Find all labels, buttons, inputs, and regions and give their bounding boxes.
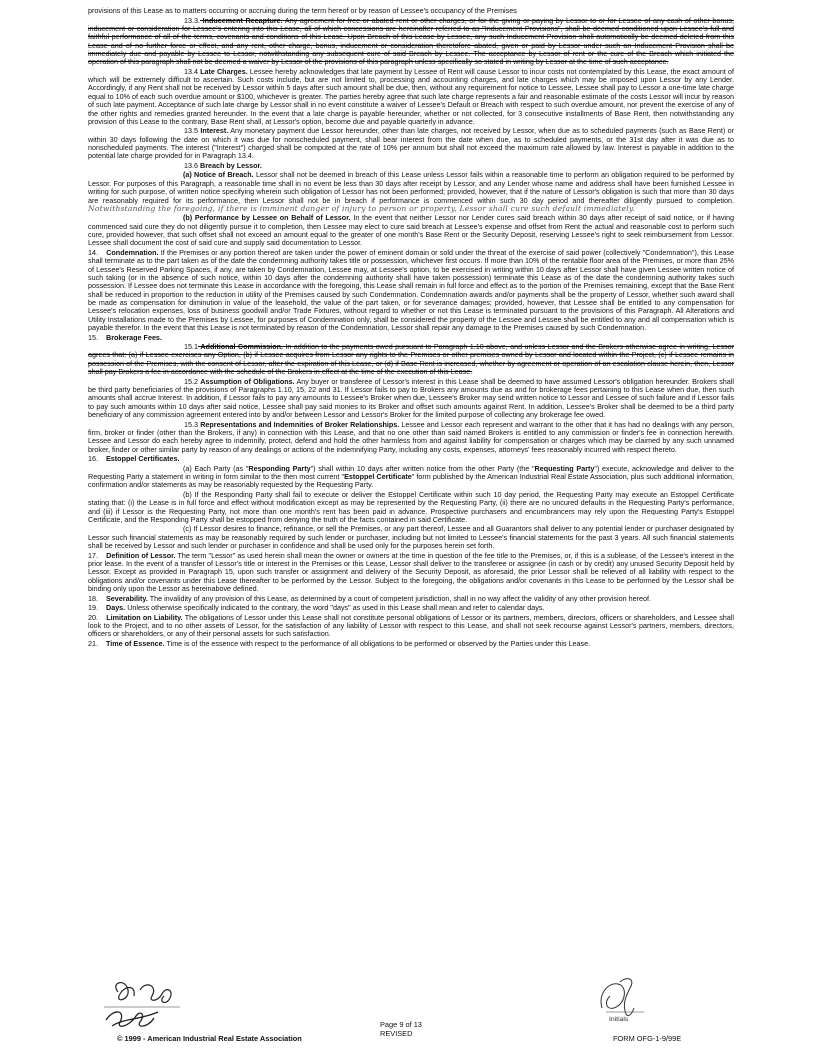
section-number: 13.4 bbox=[184, 66, 198, 76]
continuation-text: provisions of this Lease as to matters occurring or accruing during the term hereof or by reason of Lessee's occupancy of the Premises bbox=[88, 6, 517, 15]
subsection-text: (b) If the Responding Party shall fail to execute or deliver the Estoppel Certificate within such 10 day period, the Requesting Party may execute an Estoppel Certificate stating that: (i) the Lease is in full force and effect without modification except as may be represented by the Requesting Party, (ii) there are no uncured defaults in the Requesting Party's performance, and (iii) if Lessor is the Requesting Party, not more than one month's rent has been paid in advance. Prospective purchasers and encumbrancers may rely upon the Requesting Party's Estoppel Certificate, and the Responding Party shall be estopped from denying the truth of the facts contained in said Certificate. bbox=[88, 489, 734, 524]
section-21 bbox=[88, 640, 734, 648]
section-16a bbox=[88, 465, 734, 490]
defined-term: Estoppel Certificate bbox=[344, 472, 412, 481]
page-info bbox=[380, 1021, 422, 1039]
initials-label: Initials bbox=[609, 1016, 629, 1023]
section-number: 16. bbox=[88, 454, 98, 464]
section-15 bbox=[88, 334, 734, 342]
section-number: 18. bbox=[88, 593, 98, 603]
section-title: Interest. bbox=[200, 126, 229, 136]
subsection-text: " form published by the American Industrial Real Estate Association, plus such additional information, confirmation and/or statements as may be reasonably requested by the Requesting Party. bbox=[88, 472, 734, 490]
section-13-6a bbox=[88, 171, 734, 213]
section-18 bbox=[88, 595, 734, 603]
section-number: 13.5 bbox=[184, 126, 198, 136]
section-number: 13.6 bbox=[184, 160, 198, 170]
section-17 bbox=[88, 552, 734, 594]
form-number: FORM OFG-1-9/99E bbox=[613, 1034, 682, 1043]
subsection-text: In the event that neither Lessor nor Lender cures said breach within 30 days after receipt of said notice, or if having commenced said cure they do not diligently pursue it to completion, then Lessee may elect to cure said breach at Lessee's expense and offset from Rent the actual and reasonable cost to perform such cure, provided however, that such offset shall not exceed an amount equal to the greater of one month's Base Rent or the Security Deposit, reserving Lessee's right to seek reimbursement from Lessor. Lessee shall document the cost of said cure and supply said documentation to Lessor. bbox=[88, 213, 734, 248]
section-number: 20. bbox=[88, 612, 98, 622]
section-number: 15.2 bbox=[184, 376, 198, 386]
section-number: 15.1 bbox=[184, 342, 198, 352]
section-text: If the Premises or any portion thereof are taken under the power of eminent domain or sold under the threat of the exercise of said power (collectively "Condemnation"), this Lease shall terminate as to the part taken as of the date the condemning authority takes title or possession, whichever first occurs. If more than 10% of the rentable floor area of the Premises, or more than 25% of Lessee's Reserved Parking Spaces, if any, are taken by Condemnation, Lessee may, at Lessee's option, to be exercised in writing within 10 days after Lessor shall have given Lessee written notice of such taking (or in the absence of such notice, within 10 days after the condemning authority shall have taken possession) terminate this Lease as of the date the condemning authority takes such possession. If Lessee does not terminate this Lease in accordance with the foregoing, this Lease shall remain in full force and effect as to the portion of the Premises remaining, except that the Base Rent shall be reduced in proportion to the reduction in utility of the Premises caused by such Condemnation. Condemnation awards and/or payments shall be the property of Lessor, whether such award shall be made as compensation for diminution in value of the leasehold, the value of the part taken, or for severance damages; provided, however, that Lessee shall be entitled to any compensation for Lessee's relocation expenses, loss of business goodwill and/or Trade Fixtures, without regard to whether or not this Lease is terminated pursuant to the provisions of this Paragraph. All Alterations and Utility Installations made to the Premises by Lessee, for purposes of Condemnation only, shall be considered the property of the Lessee and Lessee shall be entitled to any and all compensation which is payable therefor. In the event that this Lease is not terminated by reason of the Condemnation, Lessor shall repair any damage to the Premises caused by such Condemnation. bbox=[88, 247, 735, 333]
section-text: The invalidity of any provision of this Lease, as determined by a court of competent jurisdiction, shall in no way affect the validity of any other provision hereof. bbox=[149, 593, 651, 603]
section-title: Assumption of Obligations. bbox=[200, 376, 295, 386]
section-number: 14. bbox=[88, 247, 98, 257]
section-15-3 bbox=[88, 421, 734, 454]
section-13-5 bbox=[88, 127, 734, 160]
section-13-4 bbox=[88, 68, 734, 126]
section-text: The obligations of Lessor under this Lease shall not constitute personal obligations of Lessor or its partners, members, directors, officers or shareholders, and Lessee shall look to the Project, and to no other assets of Lessor, for the satisfaction of any liability of Lessor with respect to this Lease, and shall not seek recourse against Lessor's partners, members, directors, officers or shareholders, or any of their personal assets for such satisfaction. bbox=[88, 612, 734, 639]
signature-initials-left bbox=[100, 976, 192, 1038]
section-text: Lessee hereby acknowledges that late payment by Lessee of Rent will cause Lessor to incur costs not contemplated by this Lease, the exact amount of which will be extremely difficult to ascertain. Such costs include, but are not limited to, processing and accounting charges, and late charges which may be imposed upon Lessor by any Lender. Accordingly, if any Rent shall not be received by Lessor within 5 days after such amount shall be due, then, without any requirement for notice to Lessee, Lessee shall pay to Lessor a one-time late charge equal to 10% of each such overdue amount or $100, whichever is greater. The parties hereby agree that such late charge represents a fair and reasonable estimate of the costs Lessor will incur by reason of such late payment. Acceptance of such late charge by Lessor shall in no event constitute a waiver of Lessee's Default or Breach with respect to such overdue amount, nor prevent the exercise of any of the other rights and remedies granted hereunder. In the event that a late charge is payable hereunder, whether or not collected, for 3 consecutive installments of Base Rent, then notwithstanding any provision of this Lease to the contrary, Base Rent shall, at Lessor's option, become due and payable quarterly in advance. bbox=[88, 66, 734, 126]
page-number: Page 9 of 13 bbox=[380, 1020, 422, 1029]
section-text: In addition to the payments owed pursuant to Paragraph 1.10 above, and unless Lessor and the Brokers otherwise agree in writing, Lessor agrees that: (a) if Lessee exercises any Option, (b) if Lessee acquires from Lessor any rights to the Premises or other premises owned by Lessor and located within the Project, (c) if Lessee remains in possession of the Premises, with the consent of Lessor, after the expiration of this Lease, or (d) if Base Rent is increased, whether by agreement or operation of an escalation clause herein, then, Lessor shall pay Brokers a fee in accordance with the schedule of the Brokers in effect at the time of the execution of this Lease. bbox=[88, 342, 734, 377]
section-number: 17. bbox=[88, 550, 98, 560]
section-text: Any monetary payment due Lessor hereunder, other than late charges, not received by Lessor, when due as to scheduled payments (such as Base Rent) or within 30 days following the date on which it was due for nonscheduled payment, shall bear interest from the date when due, as to scheduled payments, or the 31st day after it was due as to nonscheduled payments. The interest ("Interest") charged shall be computed at the rate of 10% per annum but shall not exceed the maximum rate allowed by law. Interest is payable in addition to the potential late charge provided for in Paragraph 13.4. bbox=[88, 126, 734, 161]
section-title: Days. bbox=[106, 603, 126, 613]
section-number: 13.3. bbox=[184, 15, 200, 25]
subsection-title: (b) Performance by Lessee on Behalf of Lessor. bbox=[183, 213, 351, 223]
section-title: Severability. bbox=[106, 593, 148, 603]
section-text: Unless otherwise specifically indicated to the contrary, the word "days" as used in this Lease shall mean and refer to calendar days. bbox=[127, 603, 545, 613]
section-title: Inducement Recapture. bbox=[202, 15, 283, 25]
section-19 bbox=[88, 604, 734, 612]
section-16c bbox=[88, 525, 734, 550]
section-number: 19. bbox=[88, 603, 98, 613]
section-text: Lessee and Lessor each represent and warrant to the other that it has had no dealings with any person, firm, broker or finder (other than the Brokers, if any) in connection with this Lease, and that no one other than said named Brokers is entitled to any commission or finder's fee in connection herewith. Lessee and Lessor do each hereby agree to indemnify, protect, defend and hold the other harmless from and against liability for compensation or charges which may be claimed by any such unnamed broker, finder or other similar party by reason of any dealings or actions of the indemnifying Party, including any costs, expenses, attorneys' fees reasonably incurred with respect thereto. bbox=[88, 419, 734, 454]
lease-body bbox=[88, 7, 734, 649]
section-13-6b bbox=[88, 214, 734, 247]
section-13-6 bbox=[88, 162, 734, 170]
subsection-title: (a) Notice of Breach. bbox=[183, 170, 254, 180]
paragraph-continuation bbox=[88, 7, 734, 15]
section-15-1 bbox=[88, 343, 734, 376]
copyright: © 1999 - American Industrial Real Estate Association bbox=[117, 1034, 302, 1043]
section-title: Limitation on Liability. bbox=[106, 612, 183, 622]
section-13-3 bbox=[88, 17, 734, 67]
section-number: 21. bbox=[88, 638, 98, 648]
section-title: Additional Commission. bbox=[200, 342, 284, 352]
signature-initials-right bbox=[592, 974, 644, 1022]
section-number: 15.3 bbox=[184, 419, 198, 429]
defined-term: Responding Party bbox=[248, 463, 311, 473]
section-text: The term "Lessor" as used herein shall mean the owner or owners at the time in question of the fee title to the Premises, or, if this is a sublease, of the Lessee's interest in the prior lease. In the event of a transfer of Lessor's title or interest in the Premises or this Lease, Lessor shall deliver to the transferee or assignee (in cash or by credit) any unused Security Deposit held by Lessor. Except as provided in Paragraph 15, upon such transfer or assignment and delivery of the Security Deposit, as aforesaid, the prior Lessor shall be relieved of all liability with respect to the obligations and/or covenants under this Lease thereafter to be performed by the Lessor. Subject to the foregoing, the obligations and/or covenants in this Lease to be performed by the Lessor shall be binding only upon the Lessor as hereinabove defined. bbox=[88, 550, 735, 594]
section-title: Representations and Indemnities of Broker Relationships. bbox=[200, 419, 400, 429]
subsection-text: Lessor shall not be deemed in breach of this Lease unless Lessor fails within a reasonable time to perform an obligation required to be performed by Lessor. For purposes of this Paragraph, a reasonable time shall in no event be less than 30 days after receipt by Lessor, and any Lender whose name and address shall have been furnished Lessee in writing for such purpose, of written notice specifying wherein such obligation of Lessor has not been performed; provided, however, that if the nature of Lessor's obligation is such that more than 30 days are reasonably required for its performance, then Lessor shall not be in breach if performance is commenced within such 30 day period and thereafter diligently pursued to completion. bbox=[88, 170, 734, 205]
section-16b bbox=[88, 491, 734, 524]
section-title: Breach by Lessor. bbox=[200, 160, 262, 170]
subsection-text: ") shall within 10 days after written notice from the other Party (the " bbox=[310, 463, 535, 473]
section-15-2 bbox=[88, 378, 734, 420]
subsection-text: (c) If Lessor desires to finance, refinance, or sell the Premises, or any part thereof, Lessee and all Guarantors shall deliver to any potential lender or purchaser designated by Lessor such financial statements as may be reasonably required by such lender or purchaser, including but not limited to Lessee's financial statements for the past 3 years. All such financial statements shall be received by Lessor and such lender or purchaser in confidence and shall be used only for the purposes herein set forth. bbox=[88, 524, 734, 551]
section-title: Time of Essence. bbox=[106, 638, 165, 648]
section-title: Late Charges. bbox=[200, 66, 248, 76]
defined-term: Requesting Party bbox=[534, 463, 595, 473]
section-title: Estoppel Certificates. bbox=[106, 454, 180, 464]
revised-label: REVISED bbox=[380, 1028, 413, 1038]
subsection-text: (a) Each Party (as " bbox=[183, 463, 249, 473]
section-text: Time is of the essence with respect to the performance of all obligations to be performed or observed by the Parties under this Lease. bbox=[166, 638, 591, 648]
section-title: Definition of Lessor. bbox=[106, 550, 176, 560]
section-title: Brokerage Fees. bbox=[106, 332, 162, 342]
section-title: Condemnation. bbox=[106, 247, 159, 257]
section-16 bbox=[88, 455, 734, 463]
section-20 bbox=[88, 614, 734, 639]
section-14 bbox=[88, 249, 734, 332]
subsection-text: ") execute, acknowledge and deliver to the Requesting Party a statement in writing in form similar to the then most current " bbox=[88, 463, 734, 481]
section-text: Any agreement for free or abated rent or other charges, or for the giving or paying by Lessor to or for Lessee of any cash of other bonus, inducement or consideration for Lessee's entering into this Lease, all of which concessions are hereinafter referred to as "Inducement Provisions", shall be deemed conditioned upon Lessee's full and faithful performance of all of the terms, covenants and conditions of this Lease. Upon Breach of this Lease by Lessee, any such Inducement Provision shall automatically be deemed deleted from this Lease and of no further force or effect, and any rent, other charge, bonus, inducement or consideration theretofore abated, given or paid by Lessor under such an Inducement Provision shall be immediately due and payable by Lessee to Lessor, notwithstanding any subsequent cure of said Breach by Lessee. The acceptance by Lessor of rent or the cure of the Breach which initiated the operation of this paragraph shall not be deemed a waiver by Lessor of the provisions of this paragraph unless specifically so stated in writing by Lessor at the time of such acceptance. bbox=[88, 15, 734, 67]
handwritten-insertion: Notwithstanding the foregoing, if there is imminent danger of injury to person or property, Lessor shall cure such default immediately. bbox=[88, 203, 635, 213]
section-number: 15. bbox=[88, 332, 98, 342]
section-text: Any buyer or transferee of Lessor's interest in this Lease shall be deemed to have assumed Lessor's obligation hereunder. Brokers shall be third party beneficiaries of the provisions of Paragraphs 1.10, 15, 22 and 31. If Lessor fails to pay to Brokers any amounts due as and for brokerage fees pertaining to this Lease when due, then such amounts shall accrue Interest. In addition, if Lessor fails to pay any amounts to Lessee's Broker when due, Lessee's Broker may send written notice to Lessor and Lessee of such failure and if Lessor fails to pay such amounts within 10 days after said notice, Lessee shall pay said monies to its Broker and offset such amounts against Rent. In addition, Lessee's Broker shall be deemed to be a third party beneficiary of any commission agreement entered into by and/or between Lessor and Lessor's Broker for the limited purpose of collecting any brokerage fee owed. bbox=[88, 376, 734, 420]
